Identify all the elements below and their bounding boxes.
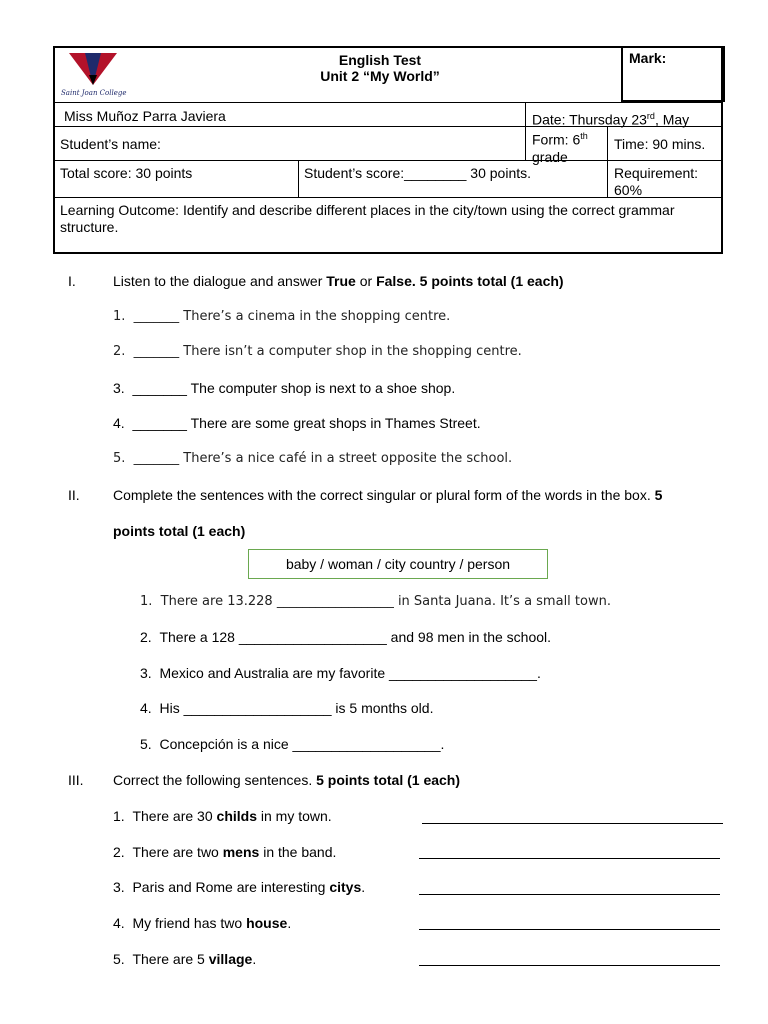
student-score-field[interactable]: Student’s score:________ 30 points. — [304, 165, 532, 181]
s3-answer-line-4[interactable] — [419, 929, 720, 930]
school-name: Saint Joan College — [61, 89, 127, 97]
form-field: Form: 6th grade — [532, 131, 588, 165]
s3-answer-line-1[interactable] — [422, 823, 723, 824]
s3-item-3: 3. Paris and Rome are interesting citys. — [113, 879, 366, 895]
section-1-number: I. — [68, 273, 76, 289]
student-name-field[interactable]: Student’s name: — [60, 136, 161, 152]
section-3-instructions: Correct the following sentences. 5 points total (1 each) — [113, 772, 461, 788]
s1-item-5[interactable]: 5. _______ There’s a nice café in a street opposite the school. — [113, 451, 513, 466]
s3-item-2: 2. There are two mens in the band. — [113, 844, 337, 860]
total-score: Total score: 30 points — [60, 165, 193, 181]
date-field: Date: Thursday 23rd, May — [532, 111, 690, 128]
section-2-points: points total (1 each) — [113, 523, 246, 539]
time-field: Time: 90 mins. — [614, 136, 706, 152]
s3-answer-line-3[interactable] — [419, 894, 720, 895]
s3-answer-line-2[interactable] — [419, 858, 720, 859]
header-table — [53, 46, 723, 254]
teacher-name: Miss Muñoz Parra Javiera — [64, 108, 226, 124]
section-2-number: II. — [68, 487, 80, 503]
s2-item-2[interactable]: 2. There a 128 ___________________ and 98 men in the school. — [140, 629, 552, 645]
s1-item-4[interactable]: 4. _______ There are some great shops in Thames Street. — [113, 415, 481, 431]
mark-box — [621, 46, 725, 102]
mark-label: Mark: — [629, 50, 667, 66]
s3-answer-line-5[interactable] — [419, 965, 720, 966]
s2-item-3[interactable]: 3. Mexico and Australia are my favorite ___________________. — [140, 665, 541, 681]
learning-outcome: Learning Outcome: Identify and describe different places in the city/town using the correct grammar structure. — [60, 202, 675, 235]
requirement-field: Requirement: 60% — [614, 165, 699, 198]
test-title: English Test — [338, 52, 422, 68]
s2-item-5[interactable]: 5. Concepción is a nice ___________________. — [140, 736, 445, 752]
s3-item-1: 1. There are 30 childs in my town. — [113, 808, 332, 824]
section-3-number: III. — [68, 772, 84, 788]
school-logo — [59, 51, 141, 101]
word-box: baby / woman / city country / person — [248, 549, 548, 579]
s1-item-2[interactable]: 2. _______ There isn’t a computer shop in the shopping centre. — [113, 344, 522, 359]
unit-title: Unit 2 “My World” — [320, 68, 440, 84]
s3-item-5: 5. There are 5 village. — [113, 951, 257, 967]
section-1-instructions: Listen to the dialogue and answer True or False. 5 points total (1 each) — [113, 273, 564, 289]
s1-item-3[interactable]: 3. _______ The computer shop is next to a shoe shop. — [113, 380, 456, 396]
s1-item-1[interactable]: 1. _______ There’s a cinema in the shopping centre. — [113, 309, 451, 324]
section-2-instructions: Complete the sentences with the correct singular or plural form of the words in the box. 5 — [113, 487, 663, 503]
s2-item-4[interactable]: 4. His ___________________ is 5 months old. — [140, 700, 434, 716]
s2-item-1[interactable]: 1. There are 13.228 __________________ in Santa Juana. It’s a small town. — [140, 594, 611, 609]
s3-item-4: 4. My friend has two house. — [113, 915, 292, 931]
